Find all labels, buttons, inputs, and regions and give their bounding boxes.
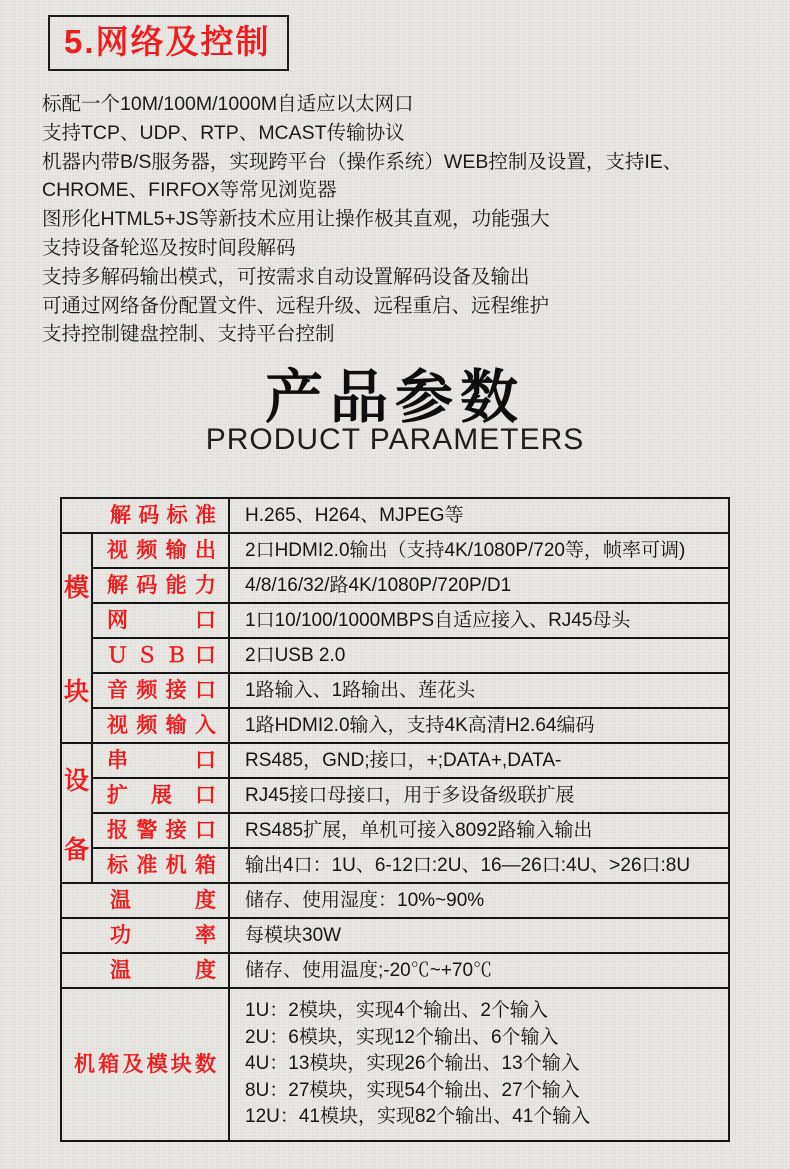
row-value: 4/8/16/32/路4K/1080P/720P/D1 (229, 568, 729, 603)
row-value: 1路输入、1路输出、莲花头 (229, 673, 729, 708)
table-row (61, 918, 729, 953)
row-value: 输出4口：1U、6-12口:2U、16—26口:4U、>26口:8U (229, 848, 729, 883)
table-row (61, 603, 729, 638)
section-title-box (48, 15, 289, 71)
row-value: RS485，GND;接口，+;DATA+,DATA- (229, 743, 729, 778)
row-value: RS485扩展，单机可接入8092路输入输出 (229, 813, 729, 848)
group-cell-module (61, 533, 92, 743)
row-value (229, 988, 729, 1141)
chassis-config-line: 4U：13模块，实现26个输出、13个输入 (245, 1053, 580, 1074)
chassis-config-line: 8U：27模块，实现54个输出、27个输入 (245, 1079, 580, 1101)
table-row (61, 498, 729, 533)
table-row (61, 743, 729, 778)
row-value: 2口HDMI2.0输出（支持4K/1080P/720等，帧率可调) (229, 533, 729, 568)
row-label: 解码能力 (92, 568, 229, 603)
group-cell-device (61, 743, 92, 883)
table-row (61, 813, 729, 848)
group-label-module: 模 块 (63, 574, 89, 706)
row-label: 扩展口 (92, 778, 229, 813)
row-label: 音频接口 (92, 673, 229, 708)
row-value: H.265、H264、MJPEG等 (229, 498, 729, 533)
feature-item: 标配一个10M/100M/1000M自适应以太网口 (42, 93, 414, 115)
table-row (61, 988, 729, 1141)
table-row (61, 778, 729, 813)
row-label: 串口 (92, 743, 229, 778)
table-row (61, 953, 729, 988)
feature-item: 图形化HTML5+JS等新技术应用让操作极其直观，功能强大 (42, 208, 550, 231)
row-label: 温度 (61, 883, 229, 918)
table-row (61, 673, 729, 708)
row-value: 2口USB 2.0 (229, 638, 729, 673)
row-label: 网口 (92, 603, 229, 638)
table-row (61, 533, 729, 568)
row-value: 储存、使用湿度：10%~90% (229, 883, 729, 918)
table-row (61, 848, 729, 883)
feature-item: 机器内带B/S服务器，实现跨平台（操作系统）WEB控制及设置，支持IE、CHROME、FIRFOX等常见浏览器 (42, 150, 683, 202)
table-row (61, 638, 729, 673)
group-label-device: 设 备 (63, 766, 89, 864)
section-title: 5.网络及控制 (64, 23, 271, 60)
row-label: 视频输出 (92, 533, 229, 568)
chassis-config-line: 12U：41模块，实现82个输出、41个输入 (245, 1106, 591, 1127)
chassis-config-line: 1U：2模块，实现4个输出、2个输入 (245, 1000, 548, 1021)
row-value: 每模块30W (229, 918, 729, 953)
row-label: 标准机箱 (92, 848, 229, 883)
row-value: 储存、使用温度;-20℃~+70℃ (229, 953, 729, 988)
row-label: 报警接口 (92, 813, 229, 848)
page-title-cn: 产品参数 (264, 365, 525, 430)
page-title-en: PRODUCT PARAMETERS (205, 423, 585, 456)
row-label: ＵＳＢ口 (92, 638, 229, 673)
row-label: 机箱及模块数 (61, 988, 229, 1141)
spec-table (60, 497, 730, 1142)
row-label: 解码标准 (61, 498, 229, 533)
row-value: 1路HDMI2.0输入，支持4K高清H2.64编码 (229, 708, 729, 743)
feature-item: 支持控制键盘控制、支持平台控制 (42, 323, 335, 346)
row-label: 视频输入 (92, 708, 229, 743)
feature-item: 支持TCP、UDP、RTP、MCAST传输协议 (42, 121, 405, 144)
table-row (61, 883, 729, 918)
row-label: 功率 (61, 918, 229, 953)
row-label: 温度 (61, 953, 229, 988)
feature-item: 支持多解码输出模式，可按需求自动设置解码设备及输出 (42, 265, 530, 288)
feature-item: 可通过网络备份配置文件、远程升级、远程重启、远程维护 (42, 294, 550, 317)
feature-item: 支持设备轮巡及按时间段解码 (42, 236, 296, 259)
row-value: RJ45接口母接口，用于多设备级联扩展 (229, 778, 729, 813)
table-row (61, 708, 729, 743)
row-value: 1口10/100/1000MBPS自适应接入、RJ45母头 (229, 603, 729, 638)
table-row (61, 568, 729, 603)
feature-list (42, 90, 756, 349)
chassis-config-line: 2U：6模块，实现12个输出、6个输入 (245, 1026, 559, 1048)
